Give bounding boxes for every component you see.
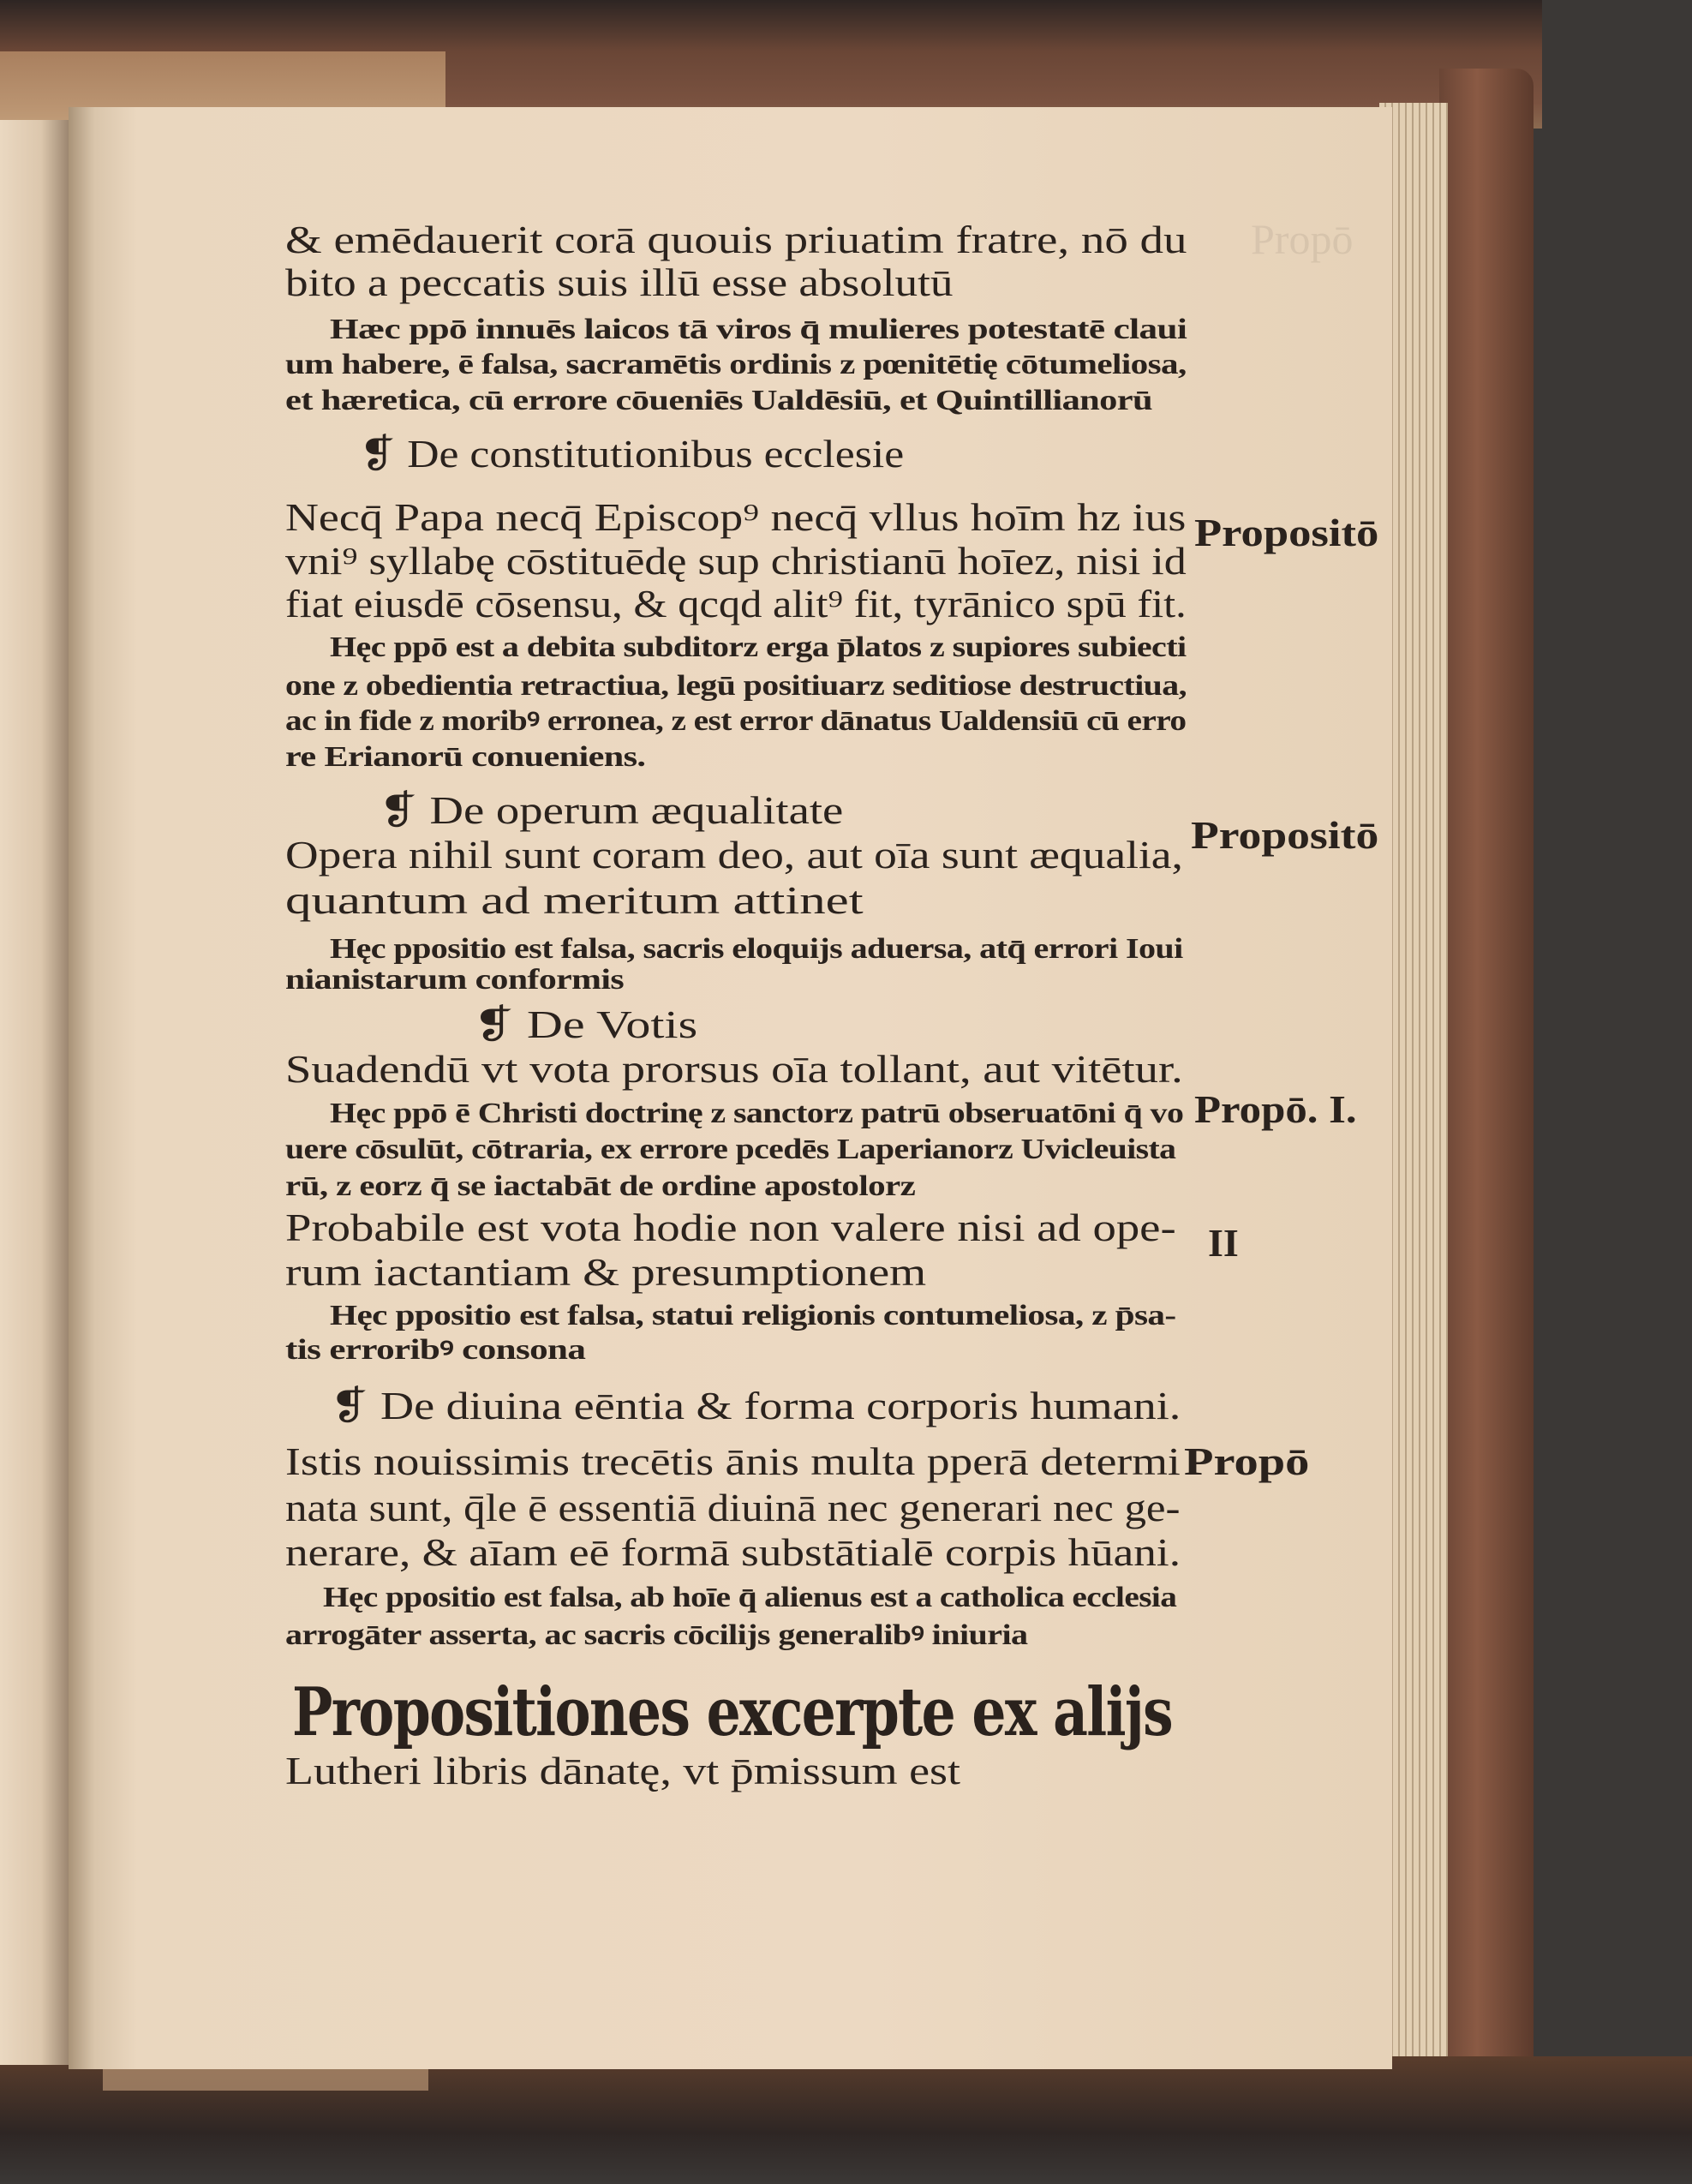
text-line: Suadendū vt vota prorsus oīa tollant, aut vitētur. xyxy=(285,1047,1183,1091)
commentary-line: Hęc ppositio est falsa, sacris eloquijs aduersa, atq̄ errori Ioui xyxy=(330,933,1183,965)
section-heading: ❡ De constitutionibus ecclesie xyxy=(359,432,905,476)
text-line: Opera nihil sunt coram deo, aut oīa sunt æqualia, xyxy=(285,833,1183,877)
commentary-line: uere cōsulūt, cōtraria, ex errore pcedēs Laperianorz Uvicleuista xyxy=(285,1134,1176,1165)
margin-note: Propō. I. xyxy=(1194,1087,1357,1131)
margin-note: Propositō xyxy=(1194,511,1379,554)
commentary-line: Hęc ppō ē Christi doctrinę z sanctorz patrū obseruatōni q̄ vo xyxy=(330,1098,1184,1129)
text-line: bito a peccatis suis illū esse absolutū xyxy=(285,260,954,304)
commentary-line: tis erroribꝰ consona xyxy=(285,1334,586,1366)
blackletter-title: Propositiones excerpte ex alijs xyxy=(292,1673,1172,1751)
text-line: & emēdauerit corā quouis priuatim fratre, nō du xyxy=(285,218,1187,261)
text-line: Istis nouissimis trecētis ānis multa pperā determi xyxy=(285,1439,1181,1483)
section-heading: ❡ De operum æqualitate xyxy=(379,788,844,832)
commentary-line: et hæretica, cū errore cōueniēs Ualdēsiū, et Quintillianorū xyxy=(285,385,1153,416)
section-heading: ❡ De Votis xyxy=(473,1002,698,1046)
commentary-line: Hæc ppō innuēs laicos tā viros q̄ mulieres potestatē claui xyxy=(330,314,1187,345)
commentary-line: Hęc ppositio est falsa, ab hoīe q̄ alienus est a catholica ecclesia xyxy=(323,1582,1177,1613)
text-line: vni⁹ syllabę cōstituēdę sup christianū hoīez, nisi id xyxy=(285,539,1187,583)
bleed-through: Propō xyxy=(1251,215,1354,263)
commentary-line: arrogāter asserta, ac sacris cōcilijs generalibꝰ iniuria xyxy=(285,1619,1028,1651)
text-line: Probabile est vota hodie non valere nisi ad ope- xyxy=(285,1206,1176,1249)
text-line: Lutheri libris dānatę, vt p̄missum est xyxy=(285,1749,961,1792)
commentary-line: Hęc ppō est a debita subditorz erga p̄latos z supiores subiecti xyxy=(330,631,1187,663)
commentary-line: nianistarum conformis xyxy=(285,964,624,996)
text-line: nata sunt, q̄le ē essentiā diuinā nec generari nec ge- xyxy=(285,1486,1181,1529)
book-cover-edge xyxy=(1439,69,1534,2108)
commentary-line: ac in fide z moribꝰ erronea, z est error dānatus Ualdensiū cū erro xyxy=(285,705,1187,737)
margin-note: Propositō xyxy=(1191,813,1379,857)
left-page xyxy=(0,120,69,2065)
commentary-line: Hęc ppositio est falsa, statui religionis contumeliosa, z p̄sa- xyxy=(330,1300,1176,1331)
commentary-line: one z obedientia retractiua, legū positiuarz seditiose destructiua, xyxy=(285,670,1187,702)
text-line: Necq̄ Papa necq̄ Episcop⁹ necq̄ vllus hoīm hz ius xyxy=(285,495,1187,539)
text-line: quantum ad meritum attinet xyxy=(285,878,864,922)
text-line: fiat eiusdē cōsensu, & qcqd alit⁹ fit, tyrānico spū fit. xyxy=(285,582,1187,625)
text-line: nerare, & aīam eē formā substātialē corpis hūani. xyxy=(285,1530,1181,1574)
commentary-line: rū, z eorz q̄ se iactabāt de ordine apostolorz xyxy=(285,1170,916,1202)
commentary-line: um habere, ē falsa, sacramētis ordinis z pœnitētię cōtumeliosa, xyxy=(285,349,1187,380)
margin-note: Propō xyxy=(1184,1439,1310,1483)
section-heading: ❡ De diuina eēntia & forma corporis humani. xyxy=(330,1384,1181,1427)
commentary-line: re Erianorū conueniens. xyxy=(285,741,646,773)
text-line: rum iactantiam & presumptionem xyxy=(285,1250,927,1294)
margin-note: II xyxy=(1208,1221,1239,1265)
